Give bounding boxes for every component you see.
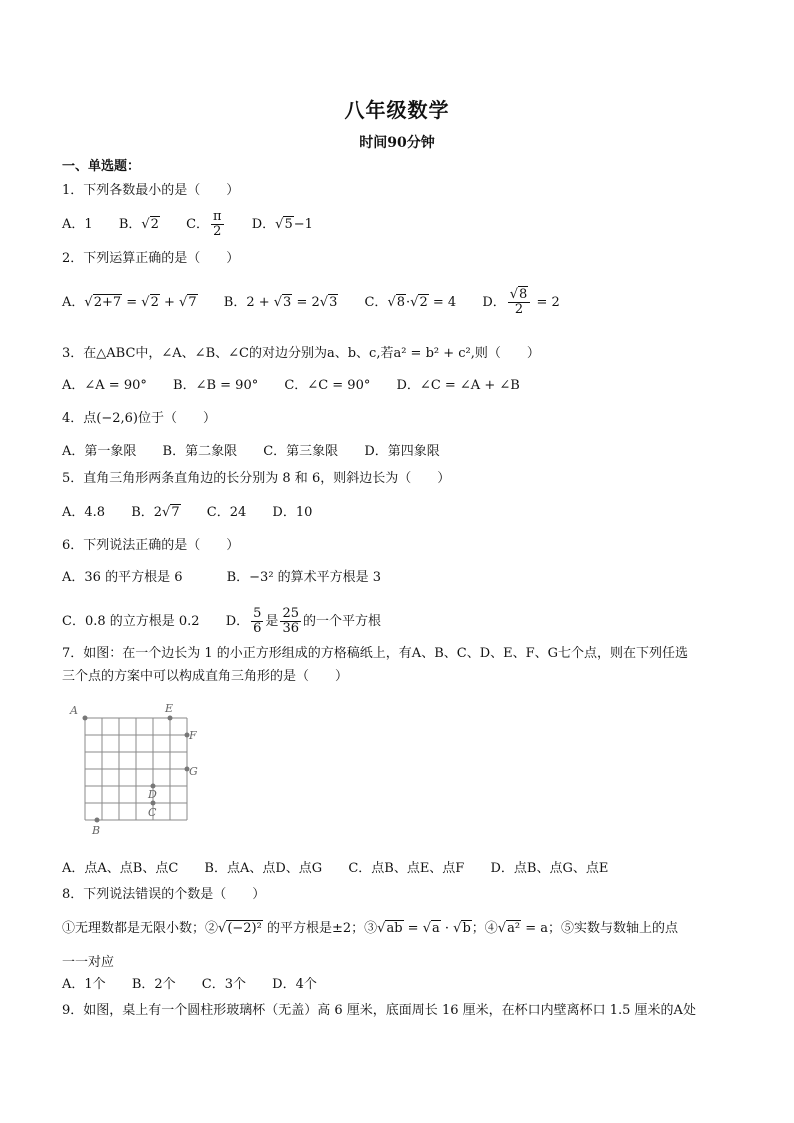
q2-option-a: A．√2+7 = √2 + √7: [62, 295, 197, 310]
q6-option-d: D． $\frac{5}{6}$ 是 $\frac{25}{36}$ 的一个平方根: [225, 606, 381, 636]
question-8-stem: 8．下列说法错误的个数是（ ）: [62, 887, 266, 902]
question-1-options: [62, 210, 335, 239]
question-5-options: [62, 504, 334, 522]
point-e: [168, 716, 173, 721]
question-7-options: [62, 860, 630, 878]
q2-option-d: D． $\frac{√8}{2}$ = 2: [482, 287, 560, 317]
q3-option-d: D．∠C = ∠A + ∠B: [396, 378, 520, 393]
q3-option-b: B．∠B = 90°: [173, 378, 259, 393]
q6-option-c: C．0.8 的立方根是 0.2: [62, 614, 200, 629]
point-b: [95, 818, 100, 823]
q8-option-c: C．3个: [201, 977, 246, 992]
label-a: A: [70, 704, 78, 717]
q3-option-c: C．∠C = 90°: [284, 378, 371, 393]
point-a: [83, 716, 88, 721]
q7-option-a: A．点A、点B、点C: [62, 861, 179, 876]
question-4-stem: 4．点(−2,6)位于（ ）: [62, 411, 216, 426]
q6-option-a: A．36 的平方根是 6: [62, 570, 183, 585]
q6-option-b: B．−3² 的算术平方根是 3: [226, 570, 382, 585]
q5-option-c: C．24: [206, 505, 247, 520]
label-d: D: [148, 788, 157, 801]
q8-option-d: D．4个: [272, 977, 317, 992]
question-6-options-ab: [62, 569, 403, 587]
question-8-statements: ①无理数都是无限小数；②√(−2)² 的平方根是±2；③√ab = √a · √b；④√a² = a；⑤实数与数轴上的点: [62, 921, 678, 936]
question-7-stem-line1: 7．如图：在一个边长为 1 的小正方形组成的方格稿纸上，有A、B、C、D、E、F、G七个点，则在下列任选: [62, 646, 689, 661]
label-c: C: [148, 806, 157, 819]
q2-option-b: B．2 + √3 = 2√3: [223, 295, 338, 310]
section-heading: 一、单选题：: [62, 159, 141, 174]
question-1-stem: 1．下列各数最小的是（ ）: [62, 183, 240, 198]
q7-option-d: D．点B、点G、点E: [490, 861, 609, 876]
q7-option-c: C．点B、点E、点F: [348, 861, 465, 876]
label-e: E: [165, 702, 174, 715]
q1-option-c: C． $\frac{\pi}{2}$: [186, 209, 222, 239]
q4-option-d: D．第四象限: [364, 444, 440, 459]
q3-option-a: A．∠A = 90°: [62, 378, 147, 393]
page-subtitle: 时间90分钟: [359, 135, 435, 151]
question-3-stem: 3．在△ABC中，∠A、∠B、∠C的对边分别为a、b、c,若a² = b² + c²,则（ ）: [62, 346, 540, 361]
grid-figure: [68, 702, 198, 838]
q2-option-c: C．√8·√2 = 4: [364, 295, 457, 310]
q5-option-b: B．2√7: [131, 505, 180, 520]
question-8-continuation: 一一对应: [62, 955, 115, 970]
question-3-options: [62, 377, 542, 395]
page-title: 八年级数学: [344, 98, 450, 122]
question-7-stem-line2: 三个点的方案中可以构成直角三角形的是（ ）: [62, 669, 349, 684]
q1-option-d: D．√5−1: [251, 217, 313, 232]
q8-option-b: B．2个: [131, 977, 176, 992]
question-6-stem: 6．下列说法正确的是（ ）: [62, 538, 240, 553]
q5-option-a: A．4.8: [62, 505, 106, 520]
question-2-options: [62, 288, 582, 317]
label-b: B: [92, 824, 101, 837]
q7-option-b: B．点A、点D、点G: [204, 861, 323, 876]
question-6-options-cd: [62, 607, 403, 636]
point-c: [151, 801, 156, 806]
q1-option-a: A．1: [62, 217, 93, 232]
question-9-stem: 9．如图，桌上有一个圆柱形玻璃杯（无盖）高 6 厘米，底面周长 16 厘米，在杯口内壁离杯口 1.5 厘米的A处: [62, 1003, 696, 1018]
q4-option-c: C．第三象限: [263, 444, 339, 459]
question-2-stem: 2．下列运算正确的是（ ）: [62, 251, 240, 266]
q8-option-a: A．1个: [62, 977, 106, 992]
label-f: F: [189, 729, 197, 742]
q4-option-b: B．第二象限: [162, 444, 238, 459]
question-8-options: [62, 976, 339, 994]
question-4-options: [62, 443, 462, 461]
question-5-stem: 5．直角三角形两条直角边的长分别为 8 和 6，则斜边长为（ ）: [62, 471, 451, 486]
q4-option-a: A．第一象限: [62, 444, 137, 459]
q5-option-d: D．10: [272, 505, 313, 520]
q1-option-b: B．√2: [118, 217, 159, 232]
label-g: G: [189, 765, 198, 778]
